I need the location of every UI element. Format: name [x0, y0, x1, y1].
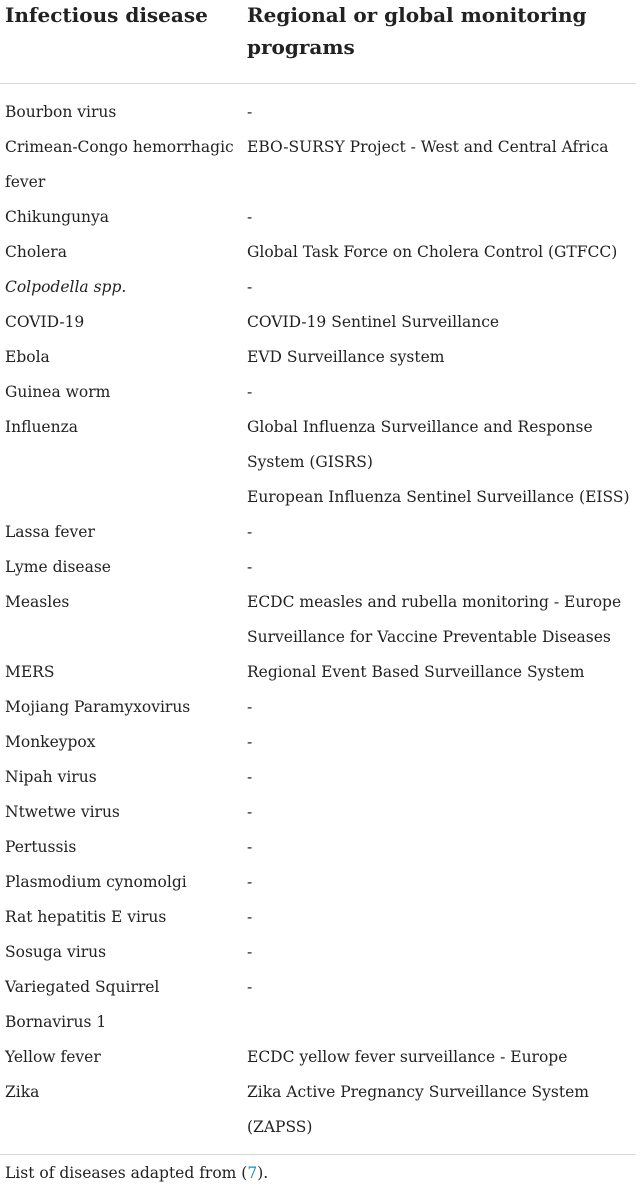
disease-cell: Zika — [5, 1083, 40, 1101]
table-row — [0, 585, 641, 655]
table-row — [0, 95, 641, 130]
disease-cell: Pertussis — [5, 838, 77, 856]
table-row — [0, 375, 641, 410]
header-monitoring-programs: Regional or global monitoring programs — [247, 3, 587, 59]
program-cell: Surveillance for Vaccine Preventable Diseases — [247, 628, 611, 646]
program-cell: - — [247, 733, 253, 751]
disease-cell: Chikungunya — [5, 208, 110, 226]
program-cell: - — [247, 383, 253, 401]
table-row — [0, 410, 641, 515]
disease-cell: Bourbon virus — [5, 103, 117, 121]
table-row — [0, 515, 641, 550]
program-cell: ECDC yellow fever surveillance - Europe — [247, 1048, 568, 1066]
program-cell: - — [247, 838, 253, 856]
program-cell-group — [247, 410, 639, 515]
disease-cell: Crimean-Congo hemorrhagic fever — [5, 138, 234, 191]
table-row — [0, 795, 641, 830]
table-row — [0, 200, 641, 235]
table-footnote — [5, 1162, 268, 1184]
program-cell: ECDC measles and rubella monitoring - Europe — [247, 593, 622, 611]
disease-cell: Mojiang Paramyxovirus — [5, 698, 191, 716]
table-row — [0, 655, 641, 690]
disease-cell: Sosuga virus — [5, 943, 107, 961]
program-cell: - — [247, 278, 253, 296]
disease-cell: Influenza — [5, 418, 78, 436]
header-divider — [0, 83, 636, 84]
disease-cell: Colpodella spp. — [5, 278, 127, 296]
table-row — [0, 1040, 641, 1075]
table-row — [0, 305, 641, 340]
table-row — [0, 235, 641, 270]
table-row — [0, 760, 641, 795]
table-row — [0, 865, 641, 900]
program-cell: - — [247, 768, 253, 786]
program-cell: Global Influenza Surveillance and Response System (GISRS) — [247, 418, 593, 471]
disease-cell: Measles — [5, 593, 70, 611]
disease-cell: Nipah virus — [5, 768, 97, 786]
disease-cell: Yellow fever — [5, 1048, 101, 1066]
table-row — [0, 970, 641, 1040]
table-row — [0, 725, 641, 760]
program-cell: - — [247, 523, 253, 541]
program-cell: - — [247, 698, 253, 716]
program-cell: - — [247, 103, 253, 121]
disease-cell: Variegated Squirrel Bornavirus 1 — [5, 978, 160, 1031]
table-row — [0, 340, 641, 375]
program-cell: - — [247, 558, 253, 576]
footnote-text: List of diseases adapted from ( — [5, 1164, 248, 1182]
table-row — [0, 130, 641, 200]
disease-cell: Cholera — [5, 243, 67, 261]
table-row — [0, 935, 641, 970]
table-body — [0, 95, 641, 1145]
program-cell: Regional Event Based Surveillance System — [247, 663, 585, 681]
program-cell: - — [247, 978, 253, 996]
disease-cell: MERS — [5, 663, 55, 681]
disease-cell: Ntwetwe virus — [5, 803, 120, 821]
program-cell: European Influenza Sentinel Surveillance (EISS) — [247, 488, 630, 506]
table-row — [0, 830, 641, 865]
program-cell: - — [247, 803, 253, 821]
table-row — [0, 690, 641, 725]
table-row — [0, 900, 641, 935]
disease-cell: Monkeypox — [5, 733, 96, 751]
program-cell: Global Task Force on Cholera Control (GTFCC) — [247, 243, 618, 261]
program-cell: COVID-19 Sentinel Surveillance — [247, 313, 500, 331]
disease-cell: Ebola — [5, 348, 50, 366]
table-row — [0, 550, 641, 585]
program-cell: - — [247, 208, 253, 226]
table-row — [0, 1075, 641, 1145]
disease-cell: Plasmodium cynomolgi — [5, 873, 187, 891]
program-cell: - — [247, 908, 253, 926]
disease-cell: Lyme disease — [5, 558, 111, 576]
program-cell: EBO-SURSY Project - West and Central Africa — [247, 138, 609, 156]
program-cell-group — [247, 585, 639, 655]
program-cell: - — [247, 943, 253, 961]
program-cell: Zika Active Pregnancy Surveillance System (ZAPSS) — [247, 1083, 589, 1136]
disease-cell: COVID-19 — [5, 313, 85, 331]
header-infectious-disease: Infectious disease — [5, 3, 208, 27]
footer-divider — [0, 1154, 636, 1155]
table-row — [0, 270, 641, 305]
program-cell: EVD Surveillance system — [247, 348, 445, 366]
disease-cell: Guinea worm — [5, 383, 111, 401]
disease-cell: Lassa fever — [5, 523, 95, 541]
program-cell: - — [247, 873, 253, 891]
footnote-suffix: ). — [257, 1164, 269, 1182]
reference-link[interactable]: 7 — [247, 1164, 258, 1182]
disease-cell: Rat hepatitis E virus — [5, 908, 167, 926]
